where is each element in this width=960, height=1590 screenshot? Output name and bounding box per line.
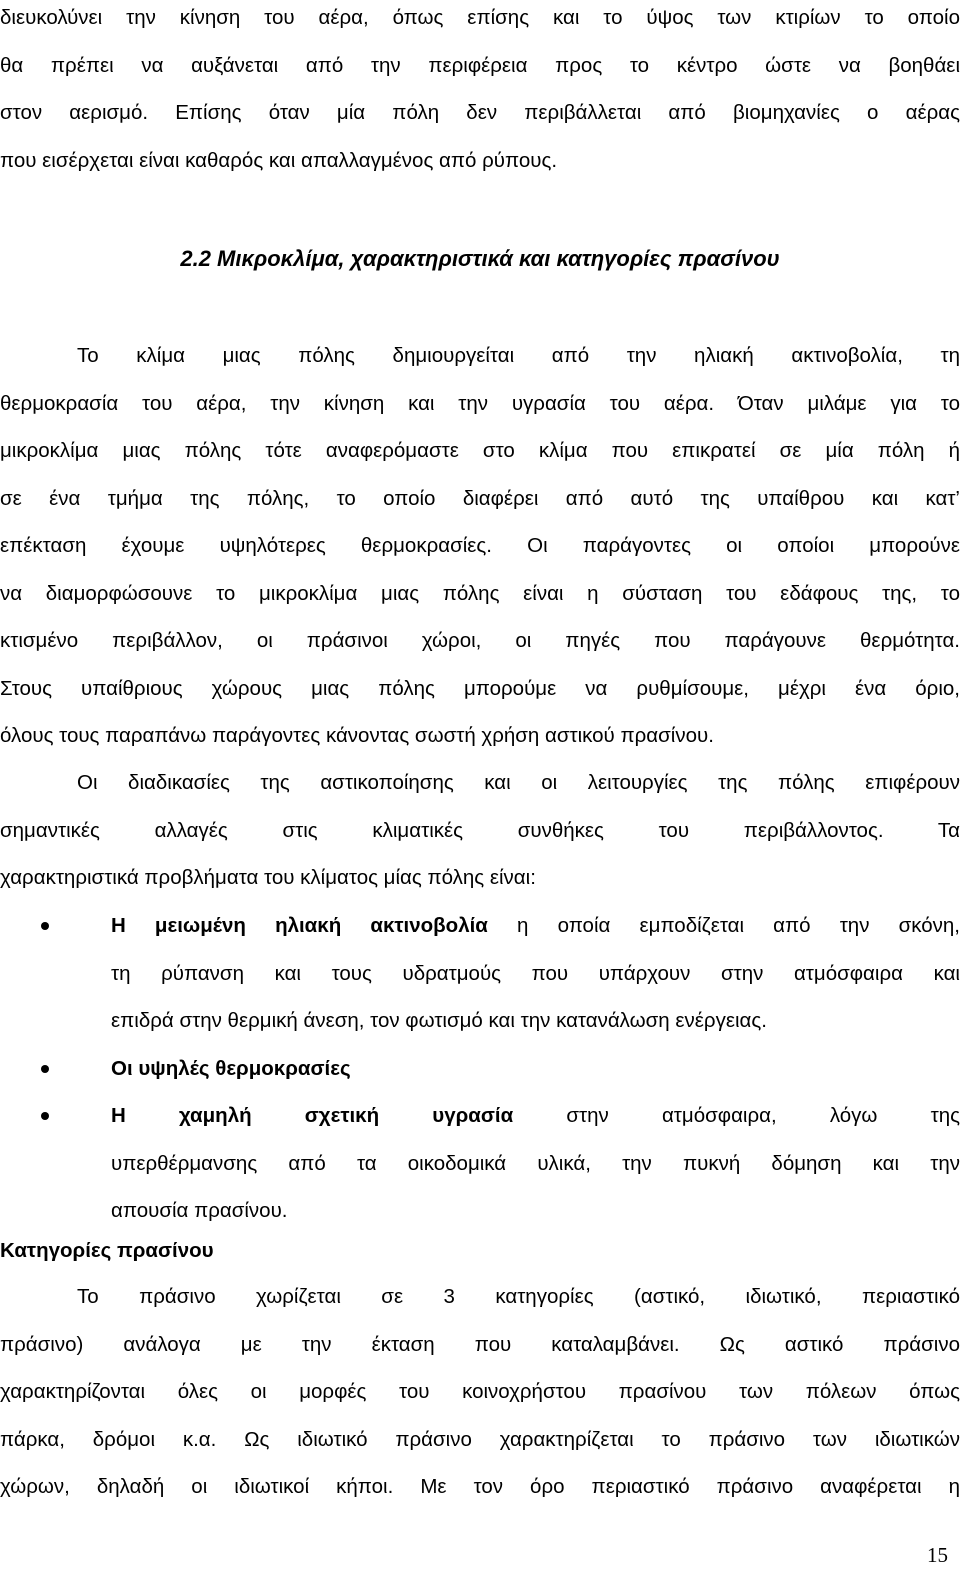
bullet-icon: [41, 1112, 49, 1120]
text-line: επέκταση έχουμε υψηλότερες θερμοκρασίες. Οι παράγοντες οι οποίοι μπορούνε: [0, 534, 960, 557]
text-line: χαρακτηρίζονται όλες οι μορφές του κοινοχρήστου πρασίνου των πόλεων όπως: [0, 1380, 960, 1403]
text-line: θερμοκρασία του αέρα, την κίνηση και την υγρασία του αέρα. Όταν μιλάμε για το: [0, 391, 960, 415]
green-categories-paragraph: [0, 1273, 960, 1511]
list-item-first-line: [111, 1045, 960, 1093]
text-line: Οι διαδικασίες της αστικοποίησης και οι λειτουργίες της πόλης επιφέρουν: [77, 771, 960, 794]
text-line: σε ένα τμήμα της πόλης, το οποίο διαφέρει από αυτό της υπαίθρου και κατ’: [0, 486, 960, 510]
climate-problems-list: [0, 902, 960, 1235]
text-line: Το πράσινο χωρίζεται σε 3 κατηγορίες (αστικό, ιδιωτικό, περιαστικό: [77, 1285, 960, 1308]
list-item-bold: Η μειωμένη ηλιακή ακτινοβολία: [111, 914, 488, 937]
list-item: [0, 1092, 960, 1235]
list-item-line: επιδρά στην θερμική άνεση, τον φωτισμό και την κατανάλωση ενέργειας.: [111, 1009, 767, 1032]
microclimate-paragraph: [0, 332, 960, 760]
bullet-icon: [41, 922, 49, 930]
text-line: Το κλίμα μιας πόλης δημιουργείται από την ηλιακή ακτινοβολία, τη: [77, 344, 960, 367]
list-item-line: τη ρύπανση και τους υδρατμούς που υπάρχουν στην ατμόσφαιρα και: [111, 961, 960, 985]
text-line: Στους υπαίθριους χώρους μιας πόλης μπορούμε να ρυθμίσουμε, μέχρι ένα όριο,: [0, 676, 960, 700]
intro-paragraph: [0, 0, 960, 184]
list-item-first-line: [111, 1092, 960, 1140]
text-line: σημαντικές αλλαγές στις κλιματικές συνθήκες του περιβάλλοντος. Τα: [0, 818, 960, 842]
text-line: στον αερισμό. Επίσης όταν μία πόλη δεν περιβάλλεται από βιομηχανίες ο αέρας: [0, 101, 960, 124]
list-item-text: η οποία εμποδίζεται από την σκόνη,: [487, 914, 960, 937]
text-line: πράσινο) ανάλογα με την έκταση που καταλαμβάνει. Ως αστικό πράσινο: [0, 1332, 960, 1356]
text-line: όλους τους παραπάνω παράγοντες κάνοντας σωστή χρήση αστικού πρασίνου.: [0, 724, 714, 747]
text-line: κτισμένο περιβάλλον, οι πράσινοι χώροι, οι πηγές που παράγουνε θερμότητα.: [0, 629, 960, 652]
list-item: [0, 1045, 960, 1093]
page-number: 15: [927, 1543, 948, 1567]
text-line: πάρκα, δρόμοι κ.α. Ως ιδιωτικό πράσινο χαρακτηρίζεται το πράσινο των ιδιωτικών: [0, 1427, 960, 1451]
text-line: διευκολύνει την κίνηση του αέρα, όπως επίσης και το ύψος των κτιρίων το οποίο: [0, 6, 960, 29]
green-categories-heading: Κατηγορίες πρασίνου: [0, 1239, 214, 1262]
list-item: [0, 902, 960, 1045]
bullet-icon: [41, 1065, 49, 1073]
text-line: χώρων, δηλαδή οι ιδιωτικοί κήποι. Με τον όρο περιαστικό πράσινο αναφέρεται η: [0, 1475, 960, 1498]
section-heading: 2.2 Μικροκλίμα, χαρακτηριστικά και κατηγορίες πρασίνου: [180, 246, 780, 271]
text-line: χαρακτηριστικά προβλήματα του κλίματος μίας πόλης είναι:: [0, 866, 536, 889]
urbanization-paragraph: [0, 759, 960, 902]
text-line: που εισέρχεται είναι καθαρός και απαλλαγμένος από ρύπους.: [0, 148, 558, 172]
text-line: να διαμορφώσουνε το μικροκλίμα μιας πόλης είναι η σύσταση του εδάφους της, το: [0, 581, 960, 605]
list-item-line: υπερθέρμανσης από τα οικοδομικά υλικά, την πυκνή δόμηση και την: [111, 1151, 960, 1175]
list-item-first-line: [111, 902, 960, 950]
text-line: θα πρέπει να αυξάνεται από την περιφέρεια προς το κέντρο ώστε να βοηθάει: [0, 53, 960, 77]
list-item-bold: Οι υψηλές θερμοκρασίες: [111, 1056, 351, 1080]
list-item-bold: Η χαμηλή σχετική υγρασία: [111, 1104, 514, 1127]
list-item-text: στην ατμόσφαιρα, λόγω της: [513, 1104, 960, 1127]
text-line: μικροκλίμα μιας πόλης τότε αναφερόμαστε στο κλίμα που επικρατεί σε μία πόλη ή: [0, 439, 960, 462]
list-item-line: απουσία πρασίνου.: [111, 1199, 288, 1222]
